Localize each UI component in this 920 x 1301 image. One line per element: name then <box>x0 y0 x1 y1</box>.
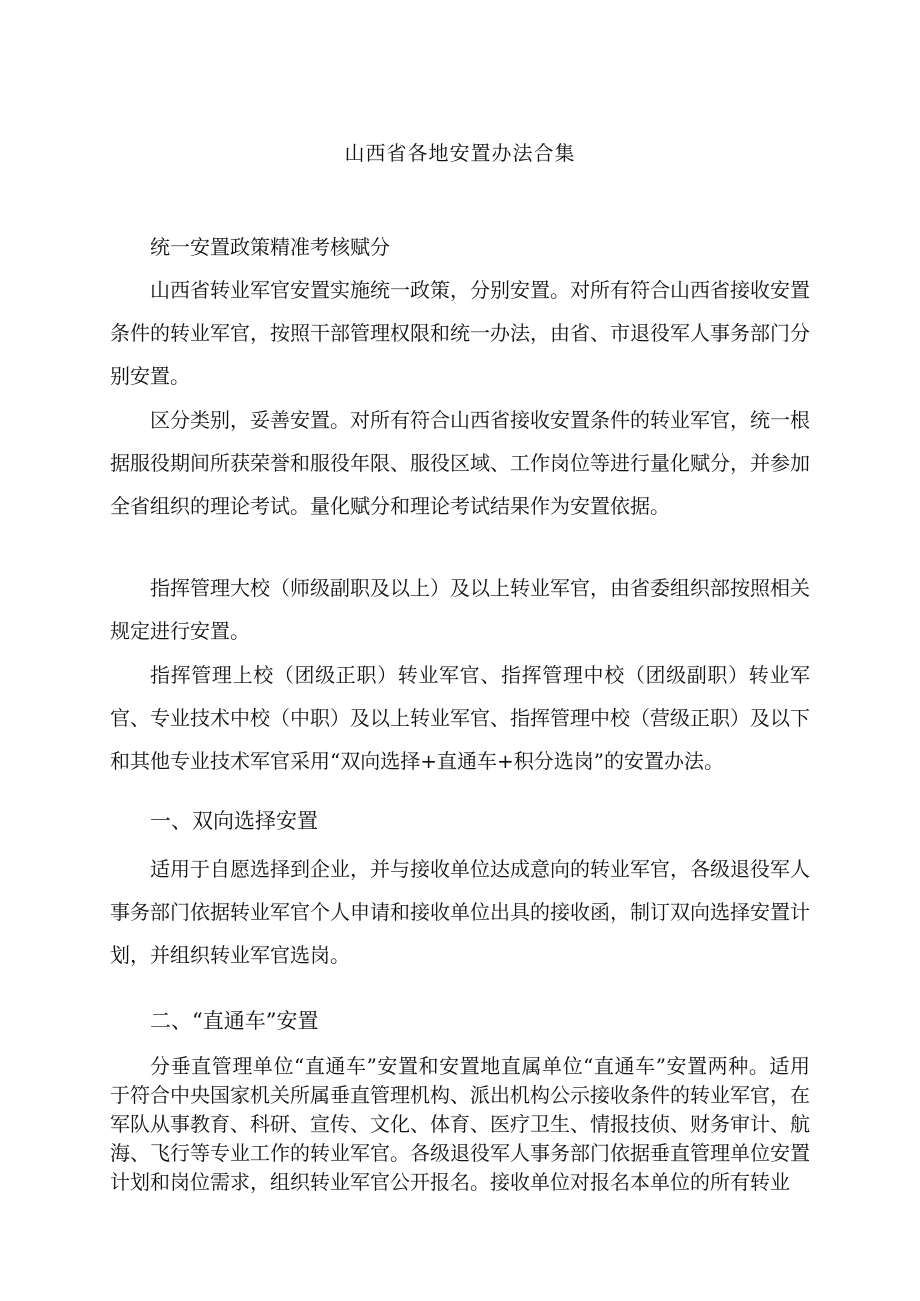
document-title: 山西省各地安置办法合集 <box>344 141 576 165</box>
paragraph: 山西省转业军官安置实施统一政策，分别安置。对所有符合山西省接收安置条件的转业军官，按照干部管理权限和统一办法，由省、市退役军人事务部门分别安置。 <box>110 278 810 388</box>
section-heading: 统一安置政策精准考核赋分 <box>150 235 390 259</box>
paragraph: 区分类别，妥善安置。对所有符合山西省接收安置条件的转业军官，统一根据服役期间所获荣誉和服役年限、服役区域、工作岗位等进行量化赋分，并参加全省组织的理论考试。量化赋分和理论考试结果作为安置依据。 <box>110 408 810 518</box>
section-heading-1: 一、双向选择安置 <box>150 809 318 833</box>
paragraph: 指挥管理上校（团级正职）转业军官、指挥管理中校（团级副职）转业军官、专业技术中校（中职）及以上转业军官、指挥管理中校（营级正职）及以下和其他专业技术军官采用“双向选择+直通车+积分选岗”的安置办法。 <box>110 663 810 773</box>
paragraph: 适用于自愿选择到企业，并与接收单位达成意向的转业军官，各级退役军人事务部门依据转业军官个人申请和接收单位出具的接收函，制订双向选择安置计划，并组织转业军官选岗。 <box>110 857 810 967</box>
paragraph: 分垂直管理单位“直通车”安置和安置地直属单位“直通车”安置两种。适用于符合中央国家机关所属垂直管理机构、派出机构公示接收条件的转业军官，在军队从事教育、科研、宣传、文化、体育、医疗卫生、情报技侦、财务审计、航海、飞行等专业工作的转业军官。各级退役军人事务部门依据垂直管理单位安置计划和岗位需求，组织转业军官公开报名。接收单位对报名本单位的所有转业 <box>110 1054 810 1194</box>
paragraph: 指挥管理大校（师级副职及以上）及以上转业军官，由省委组织部按照相关规定进行安置。 <box>110 576 810 643</box>
section-heading-2: 二、“直通车”安置 <box>150 1009 319 1033</box>
